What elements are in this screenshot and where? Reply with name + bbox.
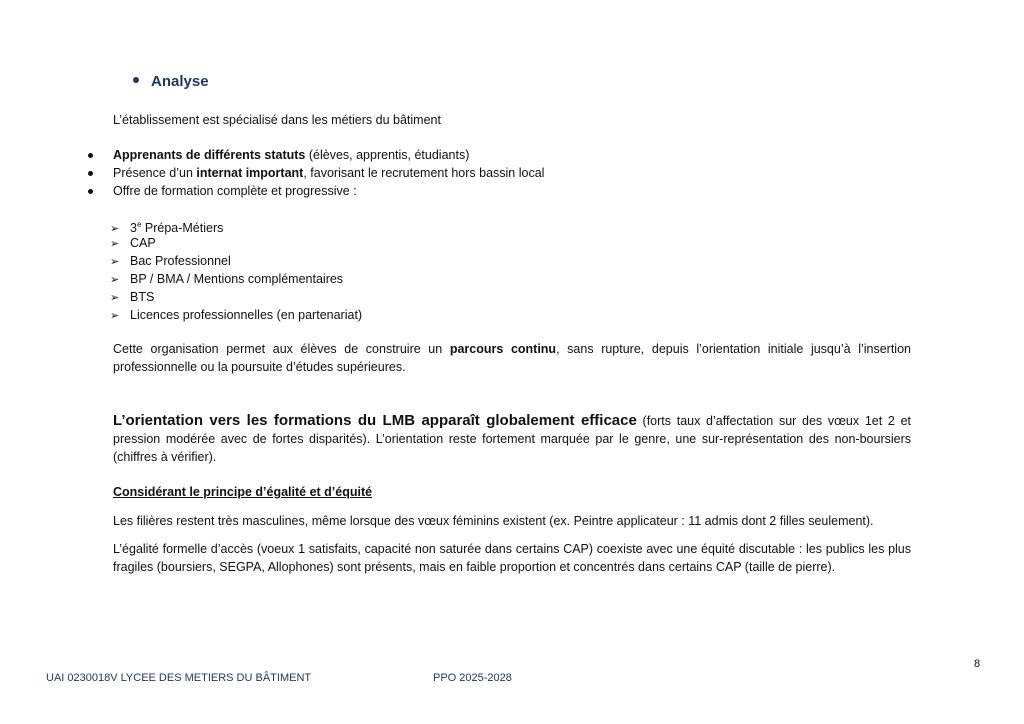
formation-item: ➢ Bac Professionnel xyxy=(110,252,231,271)
formation-item: ➢ 3e Prépa-Métiers xyxy=(110,216,223,238)
arrow-icon: ➢ xyxy=(110,256,120,268)
formation-item: ➢ BP / BMA / Mentions complémentaires xyxy=(110,270,343,289)
page-number: 8 xyxy=(974,658,981,670)
bullet-icon xyxy=(88,171,93,176)
formation-item: ➢ BTS xyxy=(110,288,154,307)
arrow-icon: ➢ xyxy=(110,274,120,286)
arrow-icon: ➢ xyxy=(110,310,120,322)
paragraph-filieres: Les filières restent très masculines, même lorsque des vœux féminins existent (ex. Peintre applicateur : 11 admis dont 2 filles seulement). xyxy=(113,514,874,528)
bullet-icon xyxy=(88,189,93,194)
formation-item: ➢ CAP xyxy=(110,234,156,253)
bullet-icon xyxy=(133,77,139,83)
intro-text: L’établissement est spécialisé dans les métiers du bâtiment xyxy=(113,113,441,127)
subheading: Considérant le principe d’égalité et d’équité xyxy=(113,485,373,499)
orientation-paragraph: L’orientation vers les formations du LMB apparaît globalement efficace (forts taux d’affectation sur des vœux 1et 2 et pression modérée avec de fortes disparités). L’orientation reste fortement marquée par le genre, une sur-représentation des non-boursiers (chiffres à vérifier). xyxy=(113,412,911,464)
bullet-icon xyxy=(88,153,93,158)
footer-left: UAI 0230018V LYCEE DES METIERS DU BÂTIMENT xyxy=(46,672,312,684)
arrow-icon: ➢ xyxy=(110,223,120,236)
arrow-icon: ➢ xyxy=(110,238,120,250)
footer-right: PPO 2025-2028 xyxy=(433,672,512,684)
organisation-paragraph: Cette organisation permet aux élèves de construire un parcours continu, sans rupture, depuis l’orientation initiale jusqu’à l’insertion professionnelle ou la poursuite d’études supérieures. xyxy=(113,342,911,374)
formation-item: ➢ Licences professionnelles (en partenariat) xyxy=(110,306,362,325)
arrow-icon: ➢ xyxy=(110,292,120,304)
paragraph-egalite: L’égalité formelle d’accès (voeux 1 satisfaits, capacité non saturée dans certains CAP) coexiste avec une équité discutable : les publics les plus fragiles (boursiers, SEGPA, Allophones) sont présents, mais en faible proportion et concentrés dans certains CAP (taille de pierre). xyxy=(113,542,911,574)
section-heading: Analyse xyxy=(133,73,209,90)
